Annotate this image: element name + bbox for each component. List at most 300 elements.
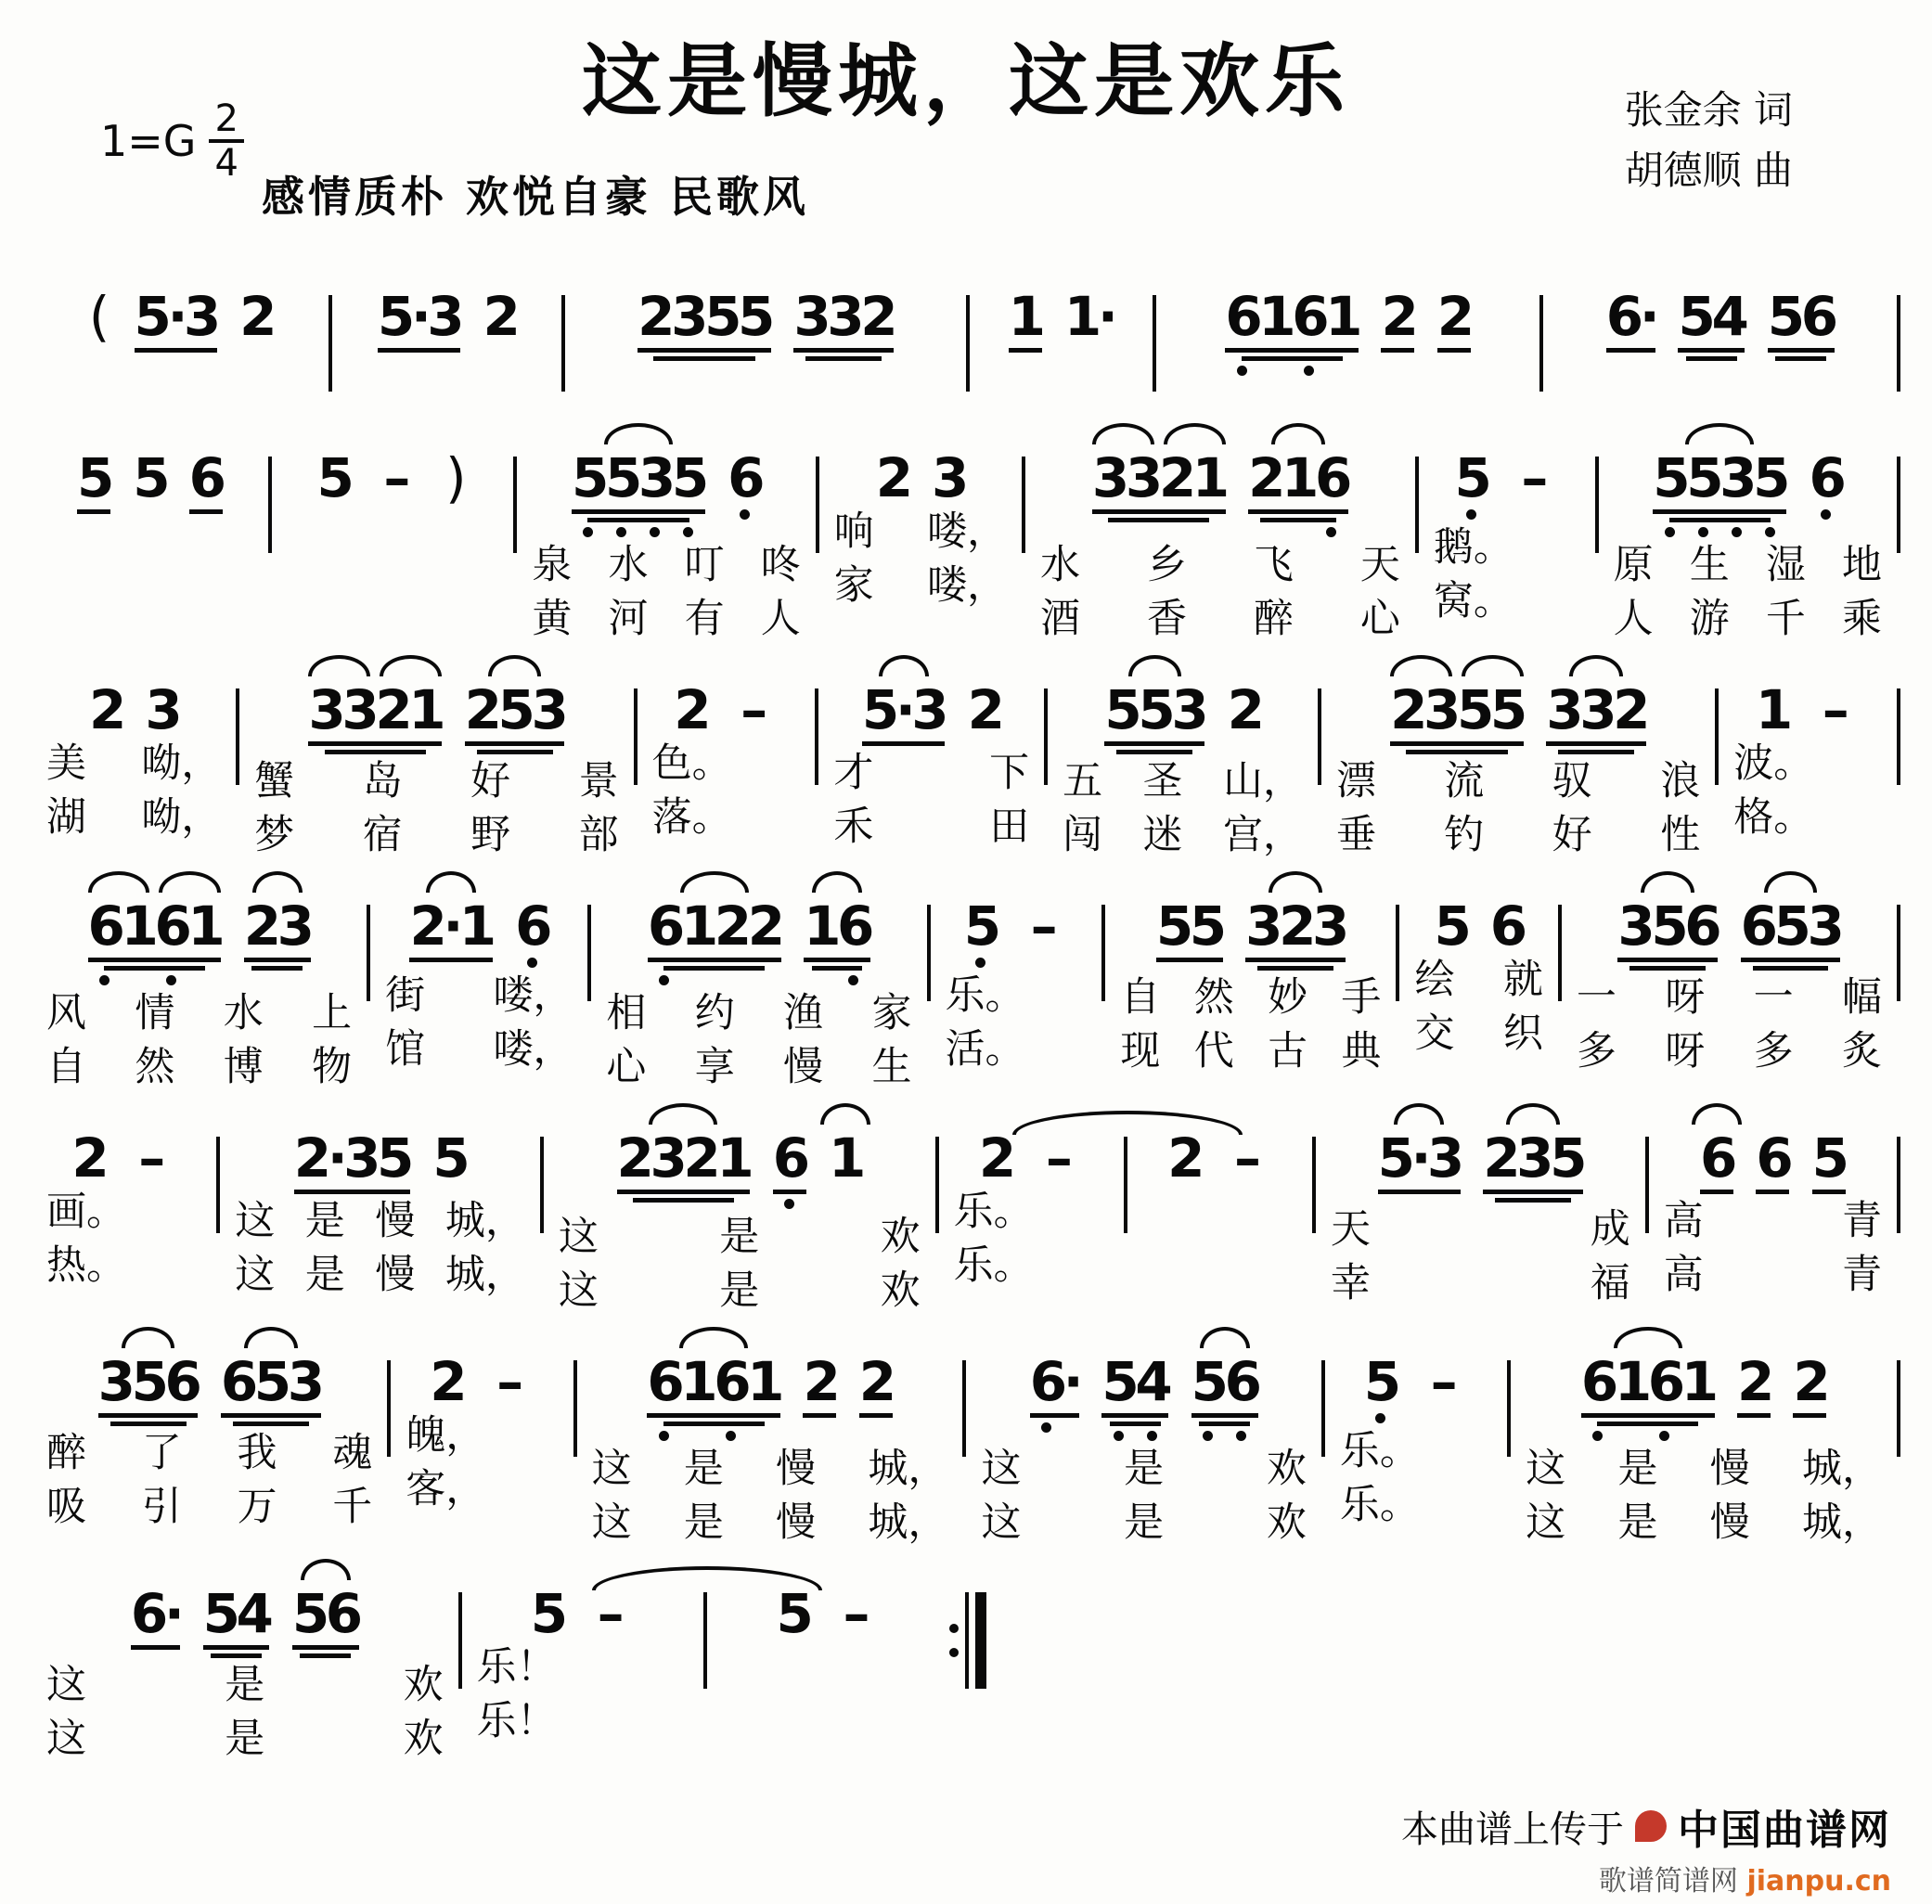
note-group: 5 4 [203,1587,270,1658]
measure [370,894,587,1076]
lyrics-line-2: 现 代 古 典 [1120,1028,1382,1074]
barline [587,905,591,1001]
slur-arc [1245,871,1346,893]
slur-arc [1390,655,1524,676]
note-group: ) [445,446,467,509]
lyrics-line-2: 这 是 慢 城， [235,1252,525,1298]
lyrics-line-1: 乐。 [1339,1428,1420,1474]
barline-with-tie [1124,1137,1127,1233]
measure [1048,678,1318,862]
note-group: 6 [189,451,223,514]
barline [387,1360,391,1457]
barline [328,295,332,392]
slur-arc [244,871,311,893]
measure [591,894,926,1094]
barline [1539,295,1543,392]
note-group: 1 6 [804,899,870,986]
credits [1625,80,1793,200]
measure [1316,1126,1645,1310]
barline [573,1360,577,1457]
note-group: 1 [829,1131,862,1185]
slur-arc [1546,655,1646,676]
octave-dot-row [1030,1422,1079,1434]
lyrics-line-1: 波。 [1733,740,1814,787]
barline [1897,688,1900,785]
measure [272,446,514,612]
score-system [32,868,1900,1094]
slur-arc [1741,871,1841,893]
site-logo-text: 中国曲谱网 [1678,1807,1891,1854]
measure [970,285,1153,390]
lyrics-line-1: 画。 [46,1189,126,1235]
note-group: 5 · 3 [135,289,217,353]
note-group: 3 3 2 1 [1092,451,1226,522]
note-group: 2 [1381,289,1414,353]
note-group: 5 5 3 5 [1653,451,1786,538]
barline [1897,457,1900,553]
score-system [32,258,1900,414]
measure [1419,446,1595,628]
octave-dot-row [1581,1431,1715,1442]
barline [634,688,638,785]
note-group: 2 [1437,289,1471,353]
note-group: 2 [859,1355,893,1418]
note-group: 5 [776,1582,814,1645]
note-group: – [138,1126,166,1190]
slur-arc [1483,1103,1583,1125]
lyrics-line-1: 天 成 [1330,1206,1630,1253]
composer-credit: 胡德顺 曲 [1624,148,1793,194]
note-group: – [383,446,411,509]
note-group: 2 [803,1355,836,1418]
note-group: – [1430,1350,1458,1413]
octave-dot-row [728,509,761,521]
lyrics-line-1: 魄， [406,1412,486,1459]
lyrics-line-2: 乐。 [953,1242,1034,1289]
note-group: 5 [432,1126,470,1190]
footer [1401,1796,1891,1898]
note-group: 5 5 [1156,899,1223,962]
measure [32,678,236,844]
barline [1396,905,1399,1001]
measure [1649,1126,1897,1302]
note-group: 6 [1700,1131,1733,1194]
measure [577,1350,963,1550]
lyrics-line-2: 乐！ [476,1698,557,1744]
key-signature [100,97,244,185]
slur-arc [829,1103,862,1125]
barline [540,1137,544,1233]
lyrics-line-2: 多 呀 多 炙 [1576,1028,1882,1074]
slur-arc [409,871,492,893]
lyrics-line-2: 这 是 欢 [558,1267,921,1314]
octave-dot-row [1225,366,1359,377]
lyrics-line-1: 五 圣 山， [1063,758,1303,804]
lyrics-line-1: 乐。 [953,1189,1034,1235]
octave-dot-row [1653,527,1786,538]
measure [32,446,268,622]
lyrics-line-1: 醉 了 我 魂 [46,1430,373,1476]
lyrics-line-1: 响 喽， [833,508,1007,555]
lyrics-line-1: 色。 [651,740,732,787]
measure [638,678,816,844]
note-group: 3 [932,446,970,509]
note-group: 2 [89,678,127,741]
measure [544,1126,935,1318]
measure [939,1126,1124,1293]
lyrics-line-2: 高 青 [1663,1252,1882,1298]
lyrics-line-2: 自 然 博 物 [46,1044,353,1090]
barline [1595,457,1599,553]
lyrics-line-2: 馆 喽， [385,1026,573,1073]
note-group: – [1234,1126,1262,1190]
measure [32,1582,458,1766]
lyrics-line-1: 这 是 慢 城， [235,1198,525,1244]
note-group: 1 [1755,678,1794,741]
note-group: 6 [515,899,548,969]
note-group: 5 6 [1191,1355,1258,1442]
lyrics-line-2: 格。 [1733,794,1814,841]
lyrics-line-1: 漂 流 驭 浪 [1335,758,1701,804]
lyrics-line-1: 这 是 慢 城， [591,1446,948,1492]
note-group: 5 4 [1101,1355,1168,1442]
lyrics-line-2: 家 喽， [833,562,1007,609]
octave-dot-row [1248,527,1348,538]
octave-dot-row [648,975,781,986]
lyrics-line-1: 风 情 水 上 [46,990,353,1036]
note-group: ( [88,285,110,348]
score-system [32,419,1900,646]
barline [1312,1137,1316,1233]
slur-arc [1248,423,1348,444]
note-group: 5 · 3 [1378,1131,1461,1194]
time-signature: 2 4 [209,100,243,182]
note-group: 5 [964,899,998,969]
barline [458,1592,462,1689]
lyrics-line-2: 心 享 慢 生 [606,1044,912,1090]
barline [1897,905,1900,1001]
lyrics-line-1: 鹅。 [1433,524,1513,571]
slur-arc [1700,1103,1733,1125]
note-group: 5 5 3 5 [572,451,705,538]
barline [1321,1360,1325,1457]
slur-arc [1617,871,1718,893]
slur-arc [465,655,565,676]
slur-arc [292,1559,359,1580]
barline [962,1360,966,1457]
measure [32,1350,387,1534]
lyrics-line-1: 乐。 [945,972,1025,1019]
barline [561,295,565,392]
note-group: 5 [1812,1131,1846,1194]
barline [1715,688,1719,785]
note-group: 6 1 6 1 [647,1355,780,1442]
note-group: 6 [1809,451,1842,521]
slur-arc [1378,1103,1461,1125]
measure [1599,446,1897,646]
note-group: 2 [1167,1126,1205,1190]
lyrics-line-2: 落。 [651,794,732,841]
site-logo-icon [1635,1810,1667,1842]
note-group: 5 6 [1768,289,1835,361]
slur-arc [1581,1327,1715,1348]
end-repeat-barline [949,1592,986,1689]
slur-arc [647,1327,780,1348]
measure [565,285,966,398]
barline [1897,1360,1900,1457]
note-group: 2 3 5 [1483,1131,1583,1203]
note-group: 2 · 3 5 [294,1131,410,1194]
barline [927,905,931,1001]
note-group: 2 [71,1126,109,1190]
note-group: 5 6 [292,1587,359,1658]
note-group: 5 [77,451,110,514]
measure [1321,678,1715,862]
measure [1156,285,1540,414]
note-group: 2 3 2 1 [617,1131,751,1203]
note-group: 2 3 [244,899,311,971]
score-system [32,651,1900,862]
note-group: 6 [773,1131,806,1210]
octave-dot-row [1455,509,1488,521]
lyrics-line-2: 窝。 [1433,578,1513,624]
measure [391,1350,573,1516]
lyrics-line-2: 幸 福 [1330,1260,1630,1306]
note-group: 2 3 5 5 [638,289,771,361]
barline [1044,688,1048,785]
barline [966,295,970,392]
score-system [32,1100,1900,1318]
measure [1025,446,1415,646]
note-group: 2 3 5 5 [1390,683,1524,754]
slur-arc [1104,655,1204,676]
lyrics-line-2: 活。 [945,1026,1025,1073]
lyrics-line-1: 这 是 慢 城， [1526,1446,1882,1492]
lyrics-line-1: 绘 就 [1414,957,1543,1003]
score-header [0,0,1932,258]
octave-dot-row [804,975,870,986]
note-group: 5 [316,446,354,509]
lyrics-line-1: 水 乡 飞 天 [1040,542,1400,588]
lyrics-line-1: 相 约 渔 家 [606,990,912,1036]
measure [1105,894,1396,1078]
barline [815,688,818,785]
measure [931,894,1102,1076]
lyrics-line-1: 泉 水 叮 咚 [532,542,801,588]
note-group: 6 1 6 1 [88,899,222,986]
measure [819,446,1022,612]
lyrics-line-2: 吸 引 万 千 [46,1484,373,1530]
measure [32,894,367,1094]
note-group: 2 [1227,678,1265,741]
score-system [32,1323,1900,1550]
barline [1897,295,1900,392]
lyrics-line-2: 酒 香 醉 心 [1040,596,1400,642]
key-signature-label: 1=G [100,116,197,166]
lyrics-line-1 [41,514,259,568]
octave-dot-row [1364,1413,1397,1424]
lyrics-line-2: 乐。 [1339,1482,1420,1528]
note-group: – [1045,1126,1073,1190]
slur-arc [98,1327,199,1348]
note-group: 2 [674,678,712,741]
note-group: 6 [728,451,761,521]
note-group: 3 [145,678,183,741]
measure [239,678,633,862]
note-group: – [597,1582,625,1645]
note-group: 5 · 3 [862,683,945,746]
measure [517,446,815,646]
lyrics-line-2: 交 织 [1414,1010,1543,1057]
lyrics-line-2: 人 游 千 乘 [1613,596,1882,642]
page-title: 这是慢城，这是欢乐 [582,34,1350,128]
slur-arc [804,871,870,893]
lyrics-line-1: 这 是 欢 [46,1662,444,1708]
note-group: 5 4 [1678,289,1745,361]
barline-with-tie [703,1592,707,1689]
measure [707,1582,949,1748]
note-group: 3 2 3 [1245,899,1346,971]
measure [1325,1350,1507,1532]
slur-arc [862,655,945,676]
lyrics-line-1: 一 呀 一 幅 [1576,974,1882,1021]
barline [1022,457,1025,553]
notes-row [32,258,1900,414]
note-group: – [843,1582,870,1645]
lyrics-line-1 [281,505,505,559]
measure [818,678,1044,854]
site-name: 歌谱简谱网 [1598,1865,1738,1898]
lyrics-line-2: 这 是 慢 城， [591,1499,948,1546]
measure [1562,894,1897,1078]
slur-arc [308,655,442,676]
barline [216,1137,220,1233]
barline [1101,905,1105,1001]
lyrics-line-2: 黄 河 有 人 [532,596,801,642]
notes-row [32,419,1900,646]
notes-row [32,868,1900,1094]
lyricist-credit: 张金余 词 [1624,87,1793,133]
lyrics-line-1: 才 下 [833,750,1030,796]
note-group: 3 3 2 [1546,683,1646,754]
slur-arc [648,871,781,893]
measure [1399,894,1557,1061]
barline [1558,905,1562,1001]
lyrics-line-2: 垂 钓 好 性 [1335,812,1701,858]
note-group: 1 · [1063,285,1118,348]
note-group: 5 [1455,451,1488,521]
note-group: 3 5 6 [1617,899,1718,971]
notes-row [32,1555,1900,1766]
note-group: 2 [978,1126,1017,1190]
octave-dot-row [1191,1431,1258,1442]
lyrics-line-1: 蟹 岛 好 景 [254,758,619,804]
measure [1543,285,1897,398]
measure [462,1582,704,1748]
note-group: 5 [133,446,171,509]
note-group: 2 [430,1350,468,1413]
lyrics-line-2 [1137,1239,1303,1293]
note-group: 2 [1737,1355,1771,1418]
note-group: 5 [1434,894,1472,958]
octave-dot-row [773,1199,806,1210]
lyrics-line-2: 这 是 欢 [46,1716,444,1762]
note-group: 2 [239,285,277,348]
octave-dot-row [964,958,998,969]
expression-marking: 感情质朴 欢悦自豪 民歌风 [262,172,810,222]
note-group: 6 [1489,894,1528,958]
note-group: 3 3 2 [793,289,894,361]
barline [268,457,272,553]
octave-dot-row [572,527,705,538]
notes-row [32,1100,1900,1318]
note-group: 5 · 3 [378,289,460,353]
barline [816,457,819,553]
note-group: 5 5 3 [1104,683,1204,754]
note-group: 5 [1364,1355,1397,1424]
note-group: 6 · [131,1587,180,1650]
score-body [0,258,1932,1766]
measure [1127,1126,1312,1293]
barline [1507,1360,1511,1457]
notes-row [32,1323,1900,1550]
lyrics-line-1: 自 然 妙 手 [1120,974,1382,1021]
octave-dot-row [88,975,222,986]
lyrics-line-2: 这 是 慢 城， [1526,1499,1882,1546]
measure [1719,678,1897,844]
lyrics-line-1 [1137,1185,1303,1239]
measure [32,285,328,390]
note-group: – [496,1350,524,1413]
slur-arc [617,1103,751,1125]
lyrics-line-1: 乐！ [476,1644,557,1691]
slur-arc [88,871,222,893]
note-group: 2 · 1 [409,899,492,962]
barline [1318,688,1321,785]
note-group: – [1521,446,1549,509]
lyrics-line-2: 梦 宿 野 部 [254,812,619,858]
site-url-link[interactable]: jianpu.cn [1746,1865,1891,1898]
notes-row [32,651,1900,862]
note-group: 3 3 2 1 [308,683,442,754]
measure [220,1126,540,1302]
note-group: 3 5 6 [98,1355,199,1426]
note-group: 6 1 6 1 [1581,1355,1715,1442]
note-group: 2 [1793,1355,1826,1418]
lyrics-line-2: 热。 [46,1242,126,1289]
note-group: 6 1 2 2 [648,899,781,986]
barline [513,457,517,553]
barline [1153,295,1156,392]
note-group: – [741,678,768,741]
barline [1897,1137,1900,1233]
octave-dot-row [1809,509,1842,521]
lyrics-line-1: 美 呦， [46,740,222,787]
lyrics-line-2 [41,568,259,622]
lyrics-line-1: 这 是 欢 [981,1446,1307,1492]
barline [1645,1137,1649,1233]
barline [1415,457,1419,553]
lyrics-line-2: 闯 迷 宫， [1063,812,1303,858]
note-group: 6 5 3 [221,1355,321,1426]
note-group: 2 [483,285,521,348]
note-group: 2 5 3 [465,683,565,754]
slur-arc [1653,423,1786,444]
note-group: 2 1 6 [1248,451,1348,538]
lyrics-line-2: 这 是 欢 [981,1499,1307,1546]
note-group: 2 [875,446,914,509]
score-system [32,1555,1900,1766]
